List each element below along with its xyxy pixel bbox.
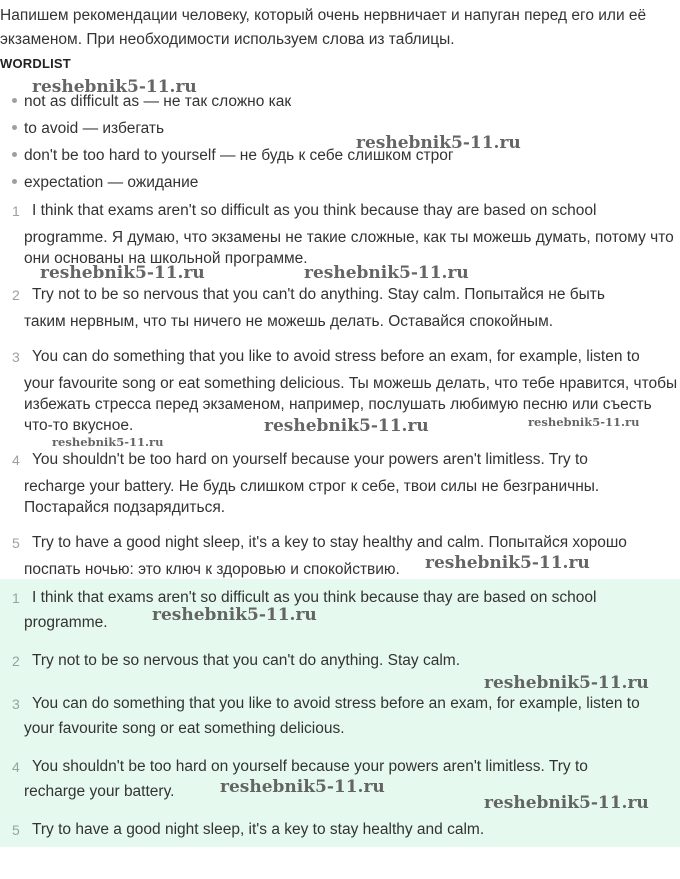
answer-number: 1 (12, 590, 20, 606)
watermark: reshebnik5-11.ru (52, 435, 164, 449)
answer-number: 1 (12, 203, 20, 219)
watermark: reshebnik5-11.ru (356, 133, 521, 153)
wordlist-title: WORDLIST (0, 56, 71, 71)
wordlist-item-text: not as difficult as — не так сложно как (24, 93, 292, 110)
answer-number: 5 (12, 535, 20, 551)
bullet-icon (12, 98, 17, 103)
answer-continuation: your favourite song or eat something delicious. Ты можешь делать, что тебе нравится, чтобы избежать стресса перед экзаменом, например, послушать любимую песню или съесть что-то вкусное. (24, 375, 678, 434)
answer-continuation: your favourite song or eat something delicious. (24, 720, 345, 737)
answer-continuation: programme. (24, 614, 108, 631)
answer-first-line: Try not to be so nervous that you can't do anything. Stay calm. Попытайся не быть (32, 286, 605, 303)
answer-number: 2 (12, 287, 20, 303)
watermark: reshebnik5-11.ru (264, 416, 429, 436)
answer-continuation: recharge your battery. Не будь слишком строг к себе, твои силы не безграничны. Постарайся подзарядиться. (24, 478, 600, 516)
answer-number: 2 (12, 653, 20, 669)
answer-first-line: I think that exams aren't so difficult as you think because thay are based on school (32, 202, 597, 219)
bullet-icon (12, 125, 17, 130)
answer-continuation: recharge your battery. (24, 783, 175, 800)
answer-first-line: You can do something that you like to avoid stress before an exam, for example, listen to (32, 348, 640, 365)
bullet-icon (12, 152, 17, 157)
answer-first-line: Try to have a good night sleep, it's a key to stay healthy and calm. (32, 821, 485, 838)
wordlist-item (12, 170, 198, 196)
answer-first-line: You can do something that you like to avoid stress before an exam, for example, listen to (32, 695, 640, 712)
answer-first-line: You shouldn't be too hard on yourself because your powers aren't limitless. Try to (32, 451, 588, 468)
wordlist-item (12, 116, 164, 142)
answer-continuation: таким нервным, что ты ничего не можешь делать. Оставайся спокойным. (24, 313, 554, 330)
answer-first-line: Try to have a good night sleep, it's a key to stay healthy and calm. Попытайся хорошо (32, 534, 627, 551)
watermark: reshebnik5-11.ru (40, 263, 205, 283)
answer-number: 4 (12, 759, 20, 775)
watermark: reshebnik5-11.ru (304, 263, 469, 283)
wordlist-item-text: to avoid — избегать (24, 120, 165, 137)
wordlist-item-text: don't be too hard to yourself — не будь к себе слишком строг (24, 147, 454, 164)
answer-first-line: Try not to be so nervous that you can't do anything. Stay calm. (32, 652, 461, 669)
answer-first-line: I think that exams aren't so difficult as you think because thay are based on school (32, 589, 597, 606)
watermark: reshebnik5-11.ru (32, 77, 197, 97)
answer-number: 3 (12, 349, 20, 365)
watermark: reshebnik5-11.ru (484, 673, 649, 693)
bullet-icon (12, 179, 17, 184)
watermark: reshebnik5-11.ru (425, 553, 590, 573)
watermark: reshebnik5-11.ru (152, 605, 317, 625)
answer-number: 3 (12, 696, 20, 712)
intro-text: Напишем рекомендации человеку, который очень нервничает и напуган перед его или её экзаменом. При необходимости используем слова из таблицы. (0, 7, 647, 48)
wordlist-item-text: expectation — ожидание (24, 174, 199, 191)
watermark: reshebnik5-11.ru (484, 793, 649, 813)
answer-number: 4 (12, 452, 20, 468)
answer-continuation: поспать ночью: это ключ к здоровью и спокойствию. (24, 561, 400, 578)
answer-continuation: programme. Я думаю, что экзамены не такие сложные, как ты можешь думать, потому что они основаны на школьной программе. (24, 229, 674, 267)
watermark: reshebnik5-11.ru (220, 777, 385, 797)
answer-number: 5 (12, 822, 20, 838)
watermark: reshebnik5-11.ru (528, 415, 640, 429)
answer-first-line: You shouldn't be too hard on yourself because your powers aren't limitless. Try to (32, 758, 588, 775)
